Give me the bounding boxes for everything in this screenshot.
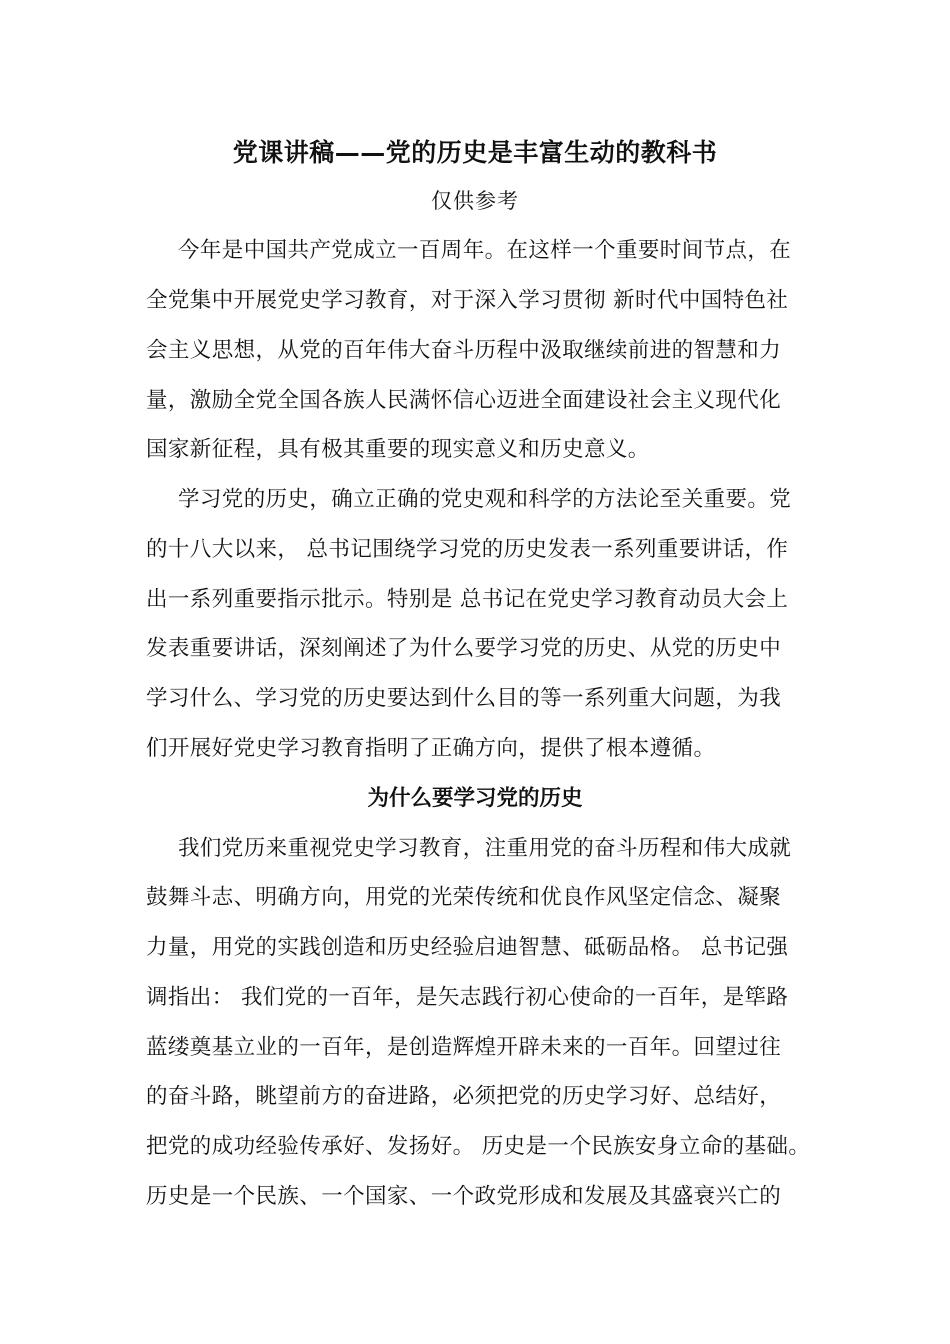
paragraph-1-line: 全党集中开展党史学习教育，对于深入学习贯彻 新时代中国特色社 bbox=[146, 288, 789, 313]
paragraph-2-line: 的十八大以来， 总书记围绕学习党的历史发表一系列重要讲话，作 bbox=[146, 537, 789, 562]
paragraph-3-line: 调指出： 我们党的一百年，是矢志践行初心使命的一百年，是筚路 bbox=[146, 985, 789, 1010]
paragraph-1-line: 今年是中国共产党成立一百周年。在这样一个重要时间节点，在 bbox=[178, 238, 792, 263]
document-subtitle: 仅供参考 bbox=[431, 189, 519, 213]
document-title: 党课讲稿——党的历史是丰富生动的教科书 bbox=[232, 138, 718, 167]
paragraph-3-line: 力量，用党的实践创造和历史经验启迪智慧、砥砺品格。 总书记强 bbox=[146, 935, 789, 960]
paragraph-2-line: 发表重要讲话，深刻阐述了为什么要学习党的历史、从党的历史中 bbox=[146, 636, 782, 661]
paragraph-3-line: 把党的成功经验传承好、发扬好。 历史是一个民族安身立命的基础。 bbox=[146, 1134, 811, 1159]
paragraph-2-line: 们开展好党史学习教育指明了正确方向，提供了根本遵循。 bbox=[146, 736, 716, 761]
paragraph-3-line: 鼓舞斗志、明确方向，用党的光荣传统和优良作风坚定信念、凝聚 bbox=[146, 885, 782, 910]
paragraph-3-line: 我们党历来重视党史学习教育，注重用党的奋斗历程和伟大成就 bbox=[178, 836, 792, 861]
paragraph-2-line: 学习党的历史，确立正确的党史观和科学的方法论至关重要。党 bbox=[178, 487, 792, 512]
paragraph-3-line: 的奋斗路，眺望前方的奋进路，必须把党的历史学习好、总结好， bbox=[146, 1084, 782, 1109]
paragraph-2-line: 出一系列重要指示批示。特别是 总书记在党史学习教育动员大会上 bbox=[146, 587, 789, 612]
paragraph-1-line: 会主义思想，从党的百年伟大奋斗历程中汲取继续前进的智慧和力 bbox=[146, 338, 782, 363]
paragraph-2-line: 学习什么、学习党的历史要达到什么目的等一系列重大问题，为我 bbox=[146, 686, 782, 711]
paragraph-3-line: 历史是一个民族、一个国家、一个政党形成和发展及其盛衰兴亡的 bbox=[146, 1184, 782, 1209]
paragraph-1-line: 量，激励全党全国各族人民满怀信心迈进全面建设社会主义现代化 bbox=[146, 388, 782, 413]
paragraph-1-line: 国家新征程，具有极其重要的现实意义和历史意义。 bbox=[146, 437, 650, 462]
section-heading: 为什么要学习党的历史 bbox=[367, 786, 583, 811]
paragraph-3-line: 蓝缕奠基立业的一百年，是创造辉煌开辟未来的一百年。回望过往 bbox=[146, 1035, 782, 1060]
